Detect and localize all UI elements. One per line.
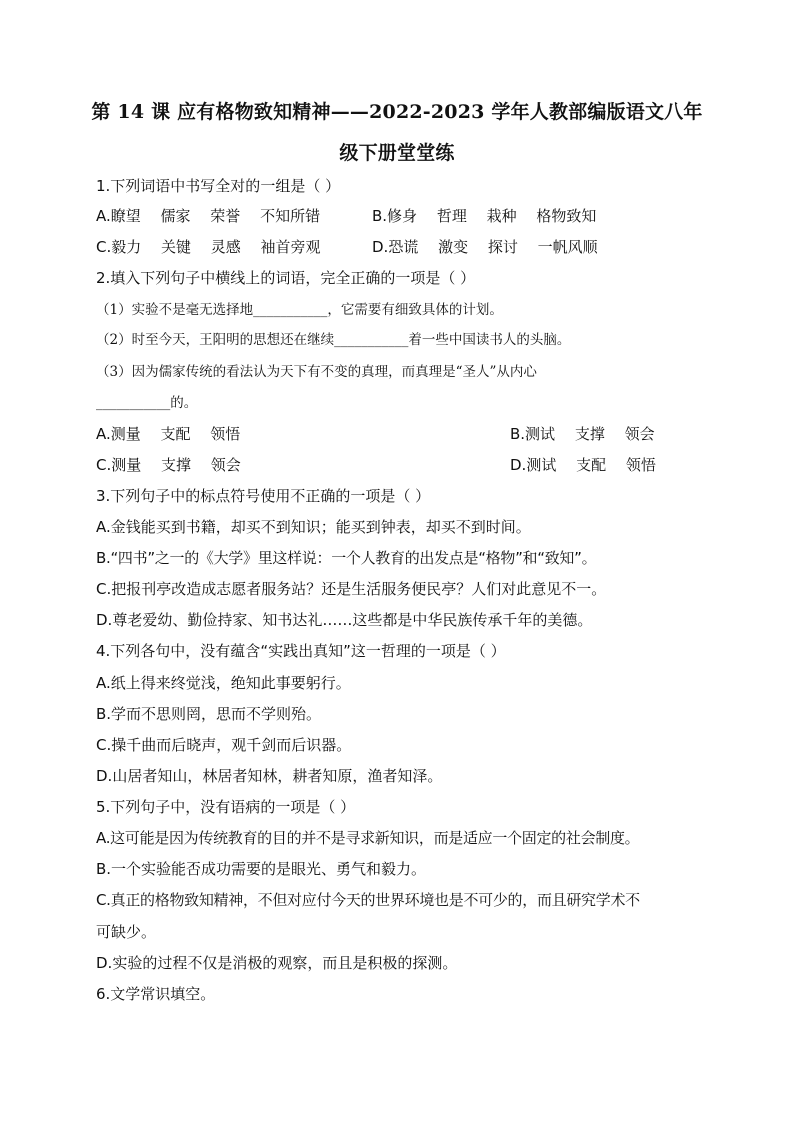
question-2-option-b: B.测试 支撑 领会 [510, 425, 655, 443]
question-1-option-a: A.瞭望 儒家 荣誉 不知所错 [96, 207, 321, 225]
question-3-option-d: D.尊老爱幼、勤俭持家、知书达礼……这些都是中华民族传承千年的美德。 [96, 611, 593, 629]
question-2-option-a: A.测量 支配 领悟 [96, 425, 241, 443]
question-2-stem: 2.填入下列句子中横线上的词语，完全正确的一项是（ ） [96, 269, 476, 287]
question-2-sentence-3: （3）因为儒家传统的看法认为天下有不变的真理，而真理是“圣人”从内心 [96, 364, 537, 380]
document-title-continued: 级下册堂堂练 [339, 142, 455, 164]
question-6-stem: 6.文学常识填空。 [96, 985, 216, 1003]
question-4-option-a: A.纸上得来终觉浅，绝知此事要躬行。 [96, 674, 351, 692]
question-3-option-c: C.把报刊亭改造成志愿者服务站？还是生活服务便民亭？人们对此意见不一。 [96, 580, 607, 598]
question-4-option-d: D.山居者知山，林居者知林，耕者知原，渔者知泽。 [96, 767, 443, 785]
question-5-option-c: C.真正的格物致知精神，不但对应付今天的世界环境也是不可少的，而且研究学术不 [96, 891, 640, 909]
question-2-sentence-2: （2）时至今天，王阳明的思想还在继续___________着一些中国读书人的头脑。 [96, 332, 571, 348]
question-5-stem: 5.下列句子中，没有语病的一项是（ ） [96, 798, 356, 816]
question-5-option-a: A.这可能是因为传统教育的目的并不是寻求新知识，而是适应一个固定的社会制度。 [96, 829, 640, 847]
question-3-option-b: B.“四书”之一的《大学》里这样说：一个人教育的出发点是“格物”和“致知”。 [96, 549, 597, 567]
question-1-stem: 1.下列词语中书写全对的一组是（ ） [96, 177, 341, 195]
question-5-option-c-continued: 可缺少。 [96, 923, 157, 941]
question-3-stem: 3.下列句子中的标点符号使用不正确的一项是（ ） [96, 487, 431, 505]
question-2-option-c: C.测量 支撑 领会 [96, 456, 241, 474]
question-5-option-b: B.一个实验能否成功需要的是眼光、勇气和毅力。 [96, 860, 427, 878]
document-title: 第 14 课 应有格物致知精神——2022-2023 学年人教部编版语文八年 [91, 101, 703, 123]
question-2-sentence-3-continued: ___________的。 [96, 395, 198, 411]
question-1-option-b: B.修身 哲理 栽种 格物致知 [372, 207, 597, 225]
question-1-option-c: C.毅力 关键 灵感 袖首旁观 [96, 238, 321, 256]
question-2-sentence-1: （1）实验不是毫无选择地___________，它需要有细致具体的计划。 [96, 302, 503, 318]
question-5-option-d: D.实验的过程不仅是消极的观察，而且是积极的探测。 [96, 954, 458, 972]
question-3-option-a: A.金钱能买到书籍，却买不到知识；能买到钟表，却买不到时间。 [96, 518, 531, 536]
question-4-option-b: B.学而不思则罔，思而不学则殆。 [96, 705, 322, 723]
question-2-option-d: D.测试 支配 领悟 [510, 456, 656, 474]
question-1-option-d: D.恐谎 激变 探讨 一帆风顺 [372, 238, 598, 256]
question-4-option-c: C.操千曲而后晓声，观千剑而后识器。 [96, 736, 352, 754]
question-4-stem: 4.下列各句中，没有蕴含“实践出真知”这一哲理的一项是（ ） [96, 642, 506, 660]
